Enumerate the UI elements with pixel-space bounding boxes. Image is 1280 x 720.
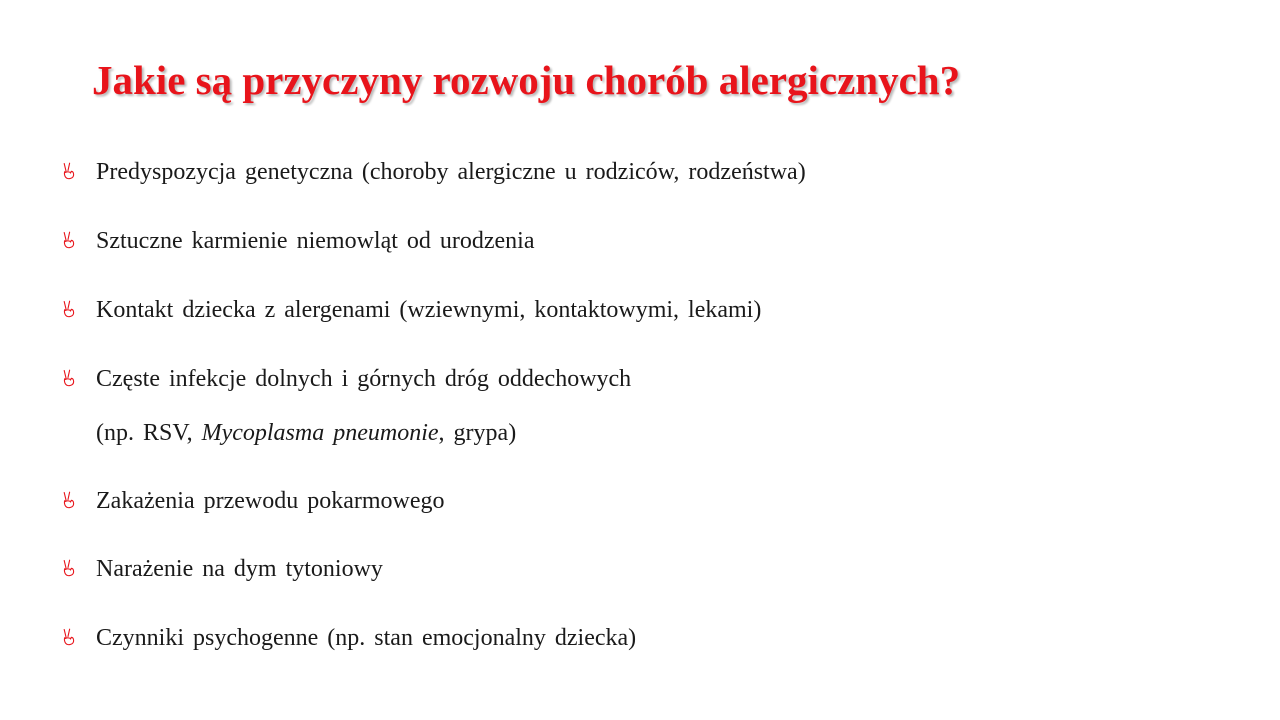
list-item-text: Zakażenia przewodu pokarmowego — [96, 488, 445, 514]
list-item-text: Narażenie na dym tytoniowy — [96, 556, 383, 582]
list-item-text: Predyspozycja genetyczna (choroby alergiczne u rodziców, rodzeństwa) — [96, 159, 806, 185]
victory-hand-icon — [62, 559, 76, 577]
victory-hand-icon — [62, 162, 76, 180]
victory-hand-icon — [62, 231, 76, 249]
list-item-text: Kontakt dziecka z alergenami (wziewnymi, kontaktowymi, lekami) — [96, 297, 762, 323]
victory-hand-icon — [62, 369, 76, 387]
list-item-text: Czynniki psychogenne (np. stan emocjonalny dziecka) — [96, 625, 637, 651]
victory-hand-icon — [62, 300, 76, 318]
victory-hand-icon — [62, 628, 76, 646]
list-item-text: Częste infekcje dolnych i górnych dróg oddechowych — [96, 366, 632, 392]
organism-name: Mycoplasma pneumonie — [201, 420, 439, 446]
continuation-prefix: (np. RSV, — [96, 420, 202, 446]
slide-title: Jakie są przyczyny rozwoju chorób alergicznych? — [92, 57, 961, 103]
victory-hand-icon — [62, 491, 76, 509]
list-item-text: Sztuczne karmienie niemowląt od urodzenia — [96, 228, 535, 254]
list-item-continuation — [96, 419, 516, 447]
continuation-suffix: , grypa) — [438, 420, 517, 446]
